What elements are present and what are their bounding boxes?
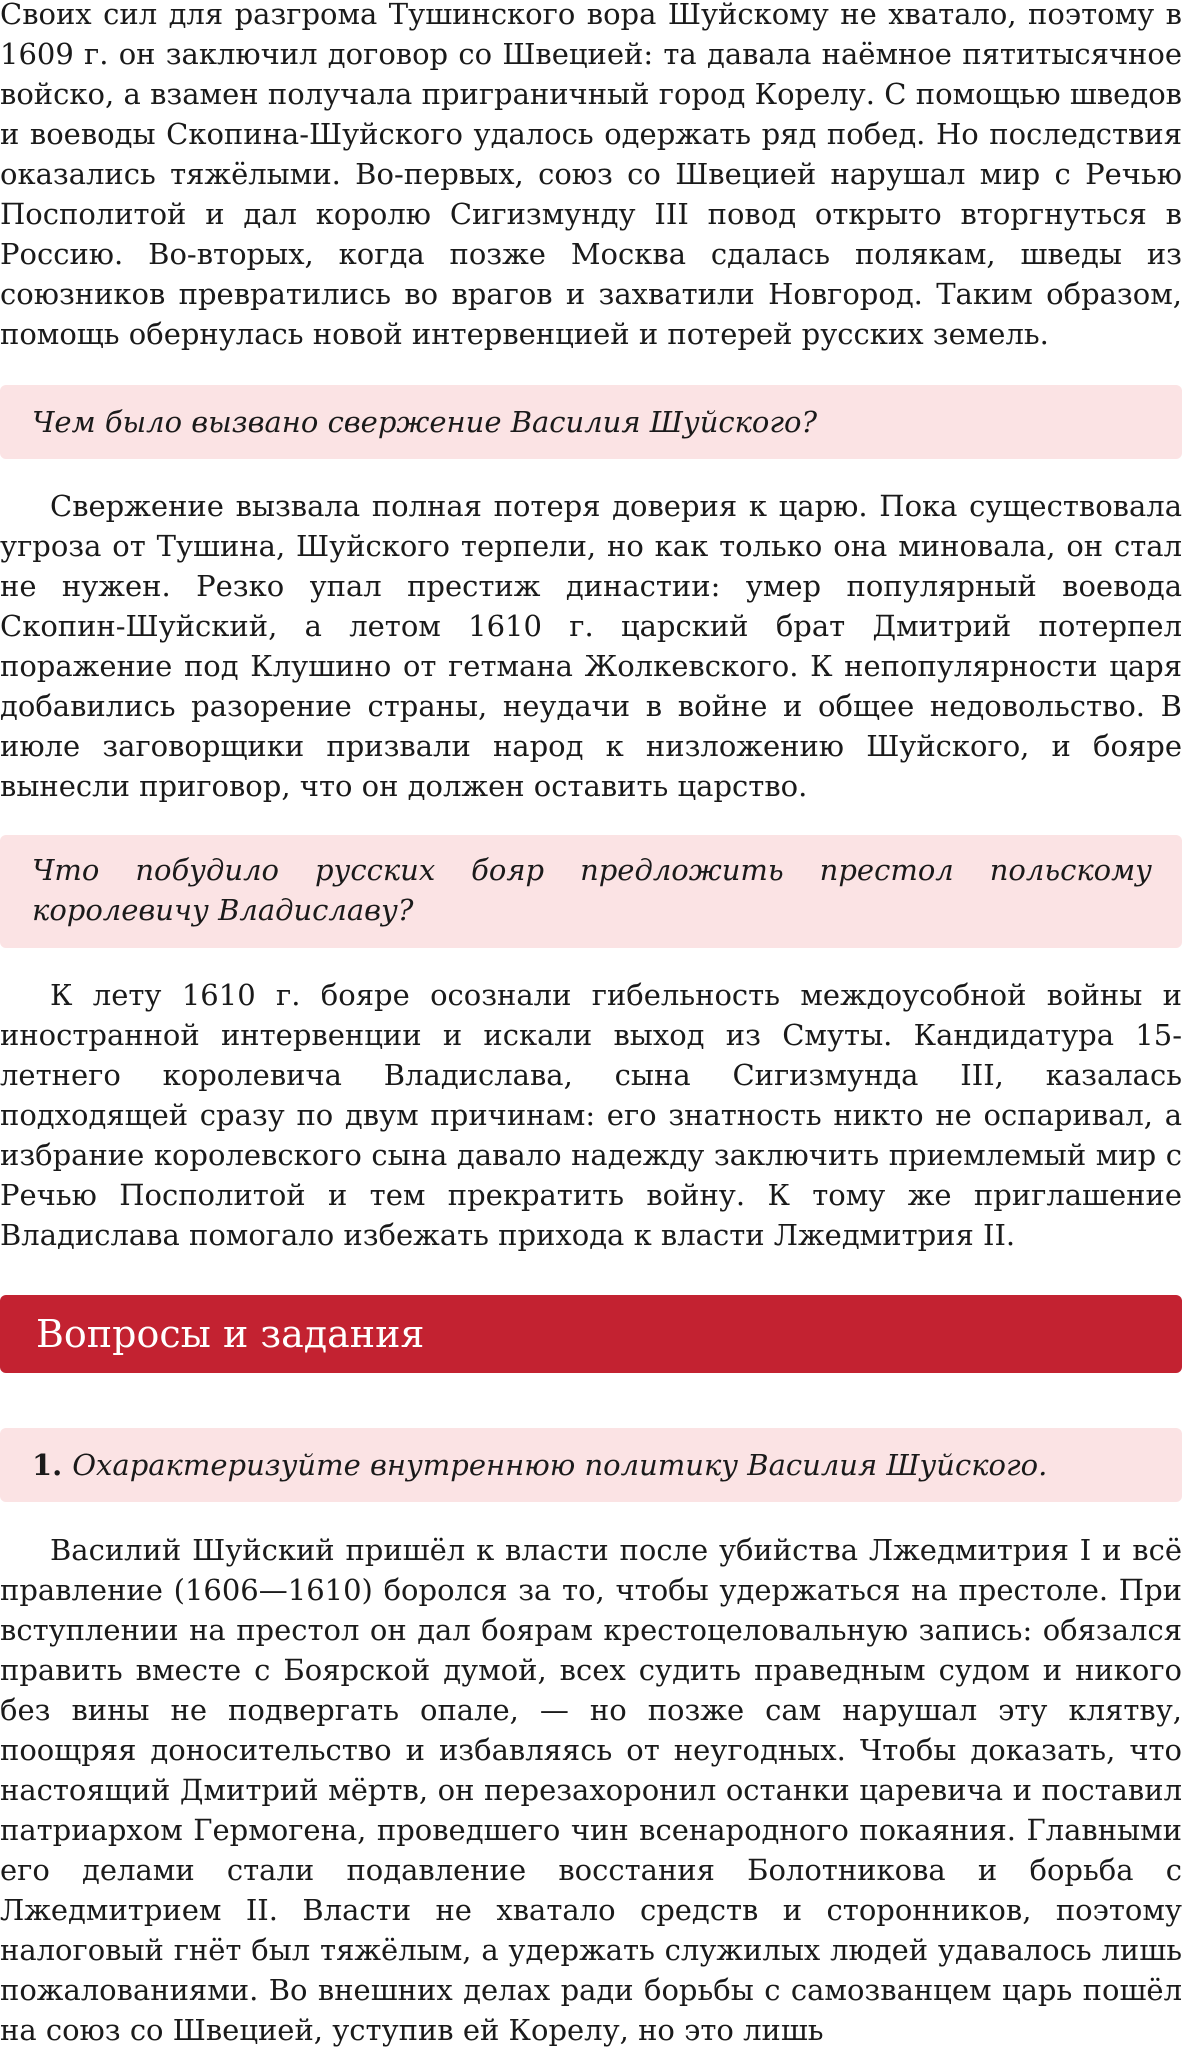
paragraph-shuisky-policy: Василий Шуйский пришёл к власти после убийства Лжедмитрия I и всё правление (1606—1610) боролся за то, чтобы удержаться на престоле. При вступлении на престол он дал боярам крестоцеловальную запись: обязался править вместе с Боярской думой, всех судить праведным судом и никого без вины не подвергать опале, — но позже сам нарушал эту клятву, поощряя доносительство и избавляясь от неугодных. Чтобы доказать, что настоящий Дмитрий мёртв, он перезахоронил останки царевича и поставил патриархом Гермогена, проведшего чин всенародного покаяния. Главными его делами стали подавление восстания Болотникова и борьба с Лжедмитрием II. Власти не хватало средств и сторонников, поэтому налоговый гнёт был тяжёлым, а удержать служилых людей удавалось лишь пожалованиями. Во внешних делах ради борьбы с самозванцем царь пошёл на союз со Швецией, уступив ей Корелу, но это лишь	[0, 1533, 1182, 2047]
question-1-text: Чем было вызвано свержение Василия Шуйского?	[32, 405, 818, 439]
task-1-number: 1.	[32, 1448, 63, 1482]
task-box-1	[0, 1428, 1182, 1502]
task-1-text: Охарактеризуйте внутреннюю политику Василия Шуйского.	[72, 1448, 1048, 1482]
section-title: Вопросы и задания	[36, 1312, 425, 1356]
task-1	[0, 1428, 1182, 1485]
paragraph-swedish-alliance: Своих сил для разгрома Тушинского вора Шуйскому не хватало, поэтому в 1609 г. он заключил договор со Швецией: та давала наёмное пятитысячное войско, а взамен получала приграничный город Корелу. С помощью шведов и воеводы Скопина-Шуйского удалось одержать ряд побед. Но последствия оказались тяжёлыми. Во-первых, союз со Швецией нарушал мир с Речью Посполитой и дал королю Сигизмунду III повод открыто вторгнуться в Россию. Во-вторых, когда позже Москва сдалась полякам, шведы из союзников превратились во врагов и захватили Новгород. Таким образом, помощь обернулась новой интервенцией и потерей русских земель.	[0, 0, 1182, 351]
paragraph-vladislav: К лету 1610 г. бояре осознали гибельность междоусобной войны и иностранной интервенции и искали выход из Смуты. Кандидатура 15-летнего королевича Владислава, сына Сигизмунда III, казалась подходящей сразу по двум причинам: его знатность никто не оспаривал, а избрание королевского сына давало надежду заключить приемлемый мир с Речью Посполитой и тем прекратить войну. К тому же приглашение Владислава помогало избежать прихода к власти Лжедмитрия II.	[0, 978, 1182, 1252]
question-box-1	[0, 385, 1182, 459]
section-banner	[0, 1295, 1182, 1373]
question-2-text: Что побудило русских бояр предложить престол польскому королевичу Владиславу?	[32, 853, 1152, 927]
paragraph-overthrow: Свержение вызвала полная потеря доверия к царю. Пока существовала угроза от Тушина, Шуйского терпели, но как только она миновала, он стал не нужен. Резко упал престиж династии: умер популярный воевода Скопин-Шуйский, а летом 1610 г. царский брат Дмитрий потерпел поражение под Клушино от гетмана Жолкевского. К непопулярности царя добавились разорение страны, неудачи в войне и общее недовольство. В июле заговорщики призвали народ к низложению Шуйского, и бояре вынесли приговор, что он должен оставить царство.	[0, 489, 1182, 803]
question-box-2	[0, 835, 1182, 948]
